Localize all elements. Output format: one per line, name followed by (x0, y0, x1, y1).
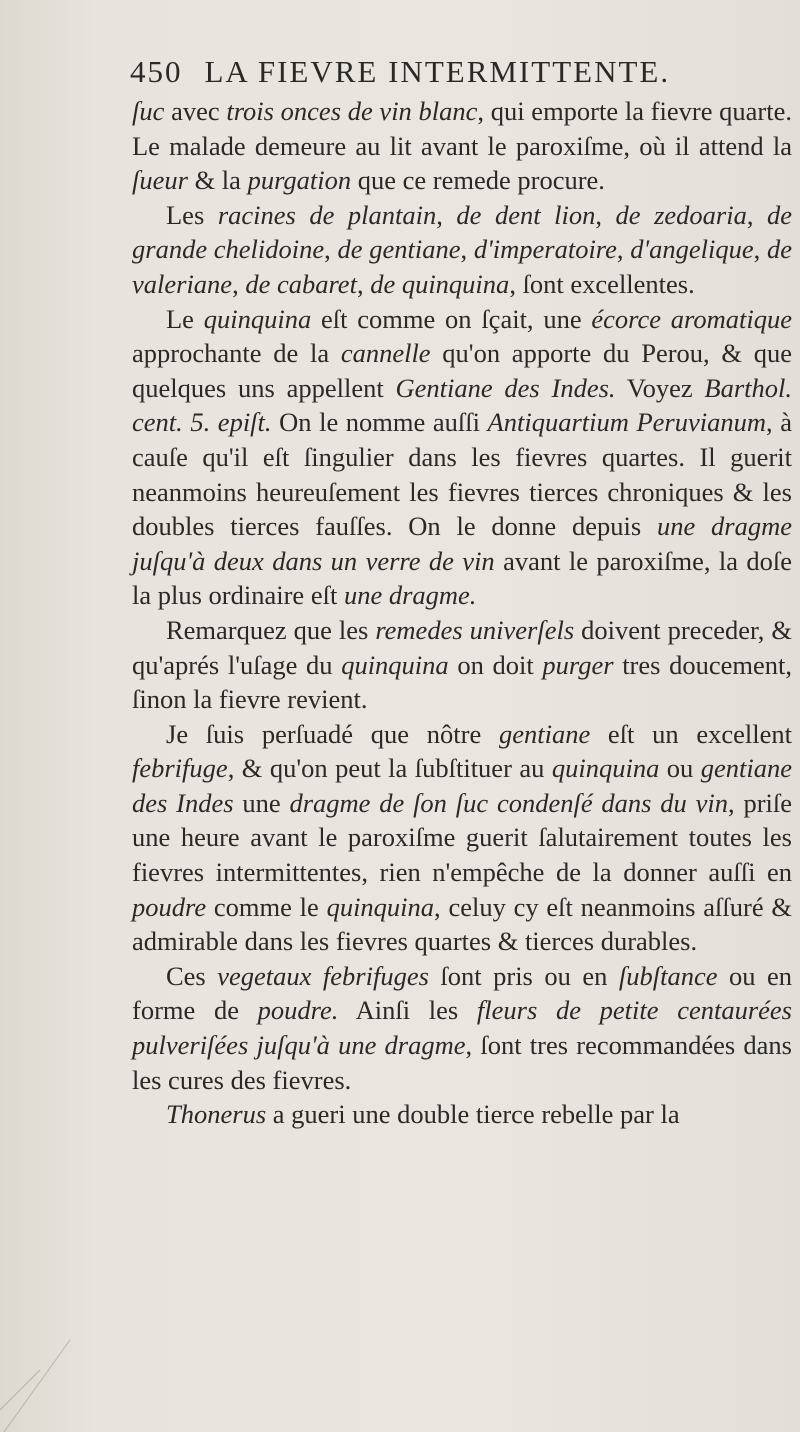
text-run: Remarquez que les (166, 614, 376, 645)
italic-run: remedes univerſels (375, 614, 575, 645)
text-run: ſont pris ou en (428, 960, 619, 991)
text-run: on doit (448, 649, 543, 680)
text-run: tres doucement, ſinon la fievre revient. (132, 649, 792, 715)
paragraph (132, 198, 792, 302)
body-text (132, 94, 792, 1132)
italic-run: de cabaret (245, 268, 357, 299)
text-run: Les (166, 199, 218, 230)
italic-run: une dragme. (343, 580, 477, 611)
italic-run: gentiane (498, 718, 591, 749)
text-run: ou en forme de (132, 960, 793, 1026)
italic-run: purger (542, 649, 614, 680)
text-run: Voyez (615, 372, 705, 403)
italic-run: trois onces de vin blanc (226, 96, 478, 126)
text-run: , (595, 199, 616, 230)
italic-run: Antiquartium Peruvianum (487, 407, 766, 438)
text-run: , (753, 234, 768, 265)
text-run: , priſe une heure avant le paroxiſme guerit ſalutairement toutes les fievres intermittentes, rien n'empêche de la donner auſſi en (132, 787, 793, 888)
text-run: , (746, 199, 768, 230)
paragraph (132, 613, 792, 717)
text-run: comme le (206, 891, 327, 922)
italic-run: dragme de ſon ſuc condenſé dans du vin (289, 787, 728, 818)
text-run: qu'on apporte du Perou, & que quelques uns appellent (132, 338, 793, 403)
italic-run: quinquina (341, 649, 449, 680)
text-run: , celuy cy eſt neanmoins aſſuré & admirable dans les fievres quartes & tierces durables. (132, 891, 792, 957)
text-run: , (436, 199, 457, 230)
italic-run: Gentiane des Indes. (395, 372, 616, 403)
text-run: une (233, 787, 290, 818)
text-run: , ſont tres recommandées dans les cures des fievres. (132, 1030, 792, 1095)
text-run: Le (166, 303, 204, 334)
italic-run: de gentiane (337, 234, 461, 265)
italic-run: d'imperatoire (473, 234, 617, 265)
paragraph (132, 717, 792, 959)
italic-run: Barthol. cent. 5. epiſt. (132, 372, 792, 438)
italic-run: d'angelique (630, 234, 754, 265)
text-run: eſt comme on ſçait, une (311, 303, 592, 334)
text-run: , (324, 234, 338, 265)
page-number: 450 (130, 54, 183, 89)
text-run: ou (659, 753, 701, 784)
text-run: avec (164, 96, 227, 126)
italic-run: ſubſtance (618, 960, 718, 991)
paragraph (132, 1097, 792, 1132)
italic-run: de valeriane (132, 234, 793, 299)
text-run: , ſont excellentes. (509, 268, 695, 299)
italic-run: de quinquina (370, 268, 510, 299)
text-run: , (460, 234, 474, 265)
italic-run: quinquina (203, 303, 312, 334)
text-run: doivent preceder, & qu'aprés l'uſage du (132, 614, 792, 680)
italic-run: ſueur (132, 165, 188, 196)
text-run: , & qu'on peut la ſubſtituer au (227, 753, 552, 784)
text-run: a gueri une double tierce rebelle par la (266, 1099, 680, 1130)
italic-run: une dragme juſqu'à deux dans un verre de vin (132, 511, 792, 576)
paragraph (132, 302, 792, 613)
text-run: eſt un excellent (590, 718, 793, 749)
italic-run: quinquina (551, 753, 660, 784)
italic-run: quinquina (326, 891, 435, 922)
italic-run: gentiane des Indes (132, 753, 792, 818)
page-crease-mark (0, 1300, 120, 1432)
text-run: & la (187, 165, 248, 196)
text-run: , qui emporte la fievre quarte. Le malade demeure au lit avant le paroxiſme, où il attend la (132, 96, 793, 161)
text-run: approchante de la (132, 338, 341, 369)
italic-run: poudre. (257, 995, 339, 1026)
italic-run: vegetaux febrifuges (217, 960, 429, 991)
italic-run: febrifuge (132, 753, 228, 784)
italic-run: cannelle (340, 338, 431, 369)
italic-run: fleurs de petite centaurées pulveriſées juſqu'à une dragme (132, 995, 792, 1061)
text-run: Je ſuis perſuadé que nôtre (166, 718, 499, 749)
running-title: LA FIEVRE INTERMITTENTE. (204, 54, 671, 89)
paragraph (132, 94, 792, 198)
text-run: , à cauſe qu'il eſt ſingulier dans les fievres quartes. Il guerit neanmoins heureuſement les fievres tierces chroniques & les doubles tierces fauſſes. On le donne depuis (132, 407, 792, 542)
page-header (130, 52, 780, 92)
italic-run: poudre (132, 891, 207, 922)
italic-run: ſuc (132, 96, 165, 126)
italic-run: purgation (247, 165, 352, 196)
text-run: On le nomme auſſi (271, 407, 488, 438)
italic-run: de zedoaria (615, 199, 747, 230)
text-run: avant le paroxiſme, la doſe la plus ordinaire eſt (132, 545, 792, 611)
italic-run: de dent lion (456, 199, 596, 230)
text-run: , (616, 234, 631, 265)
paragraph (132, 959, 792, 1097)
italic-run: racines de plantain (217, 199, 437, 230)
italic-run: écorce aromatique (591, 303, 792, 334)
italic-run: de grande chelidoine (132, 199, 793, 265)
text-run: Ainſi les (338, 995, 477, 1026)
text-run: que ce remede procure. (351, 165, 605, 196)
text-run: , (356, 268, 371, 299)
text-run: , (232, 268, 246, 299)
text-run: Ces (166, 960, 218, 991)
italic-run: Thonerus (166, 1099, 267, 1130)
